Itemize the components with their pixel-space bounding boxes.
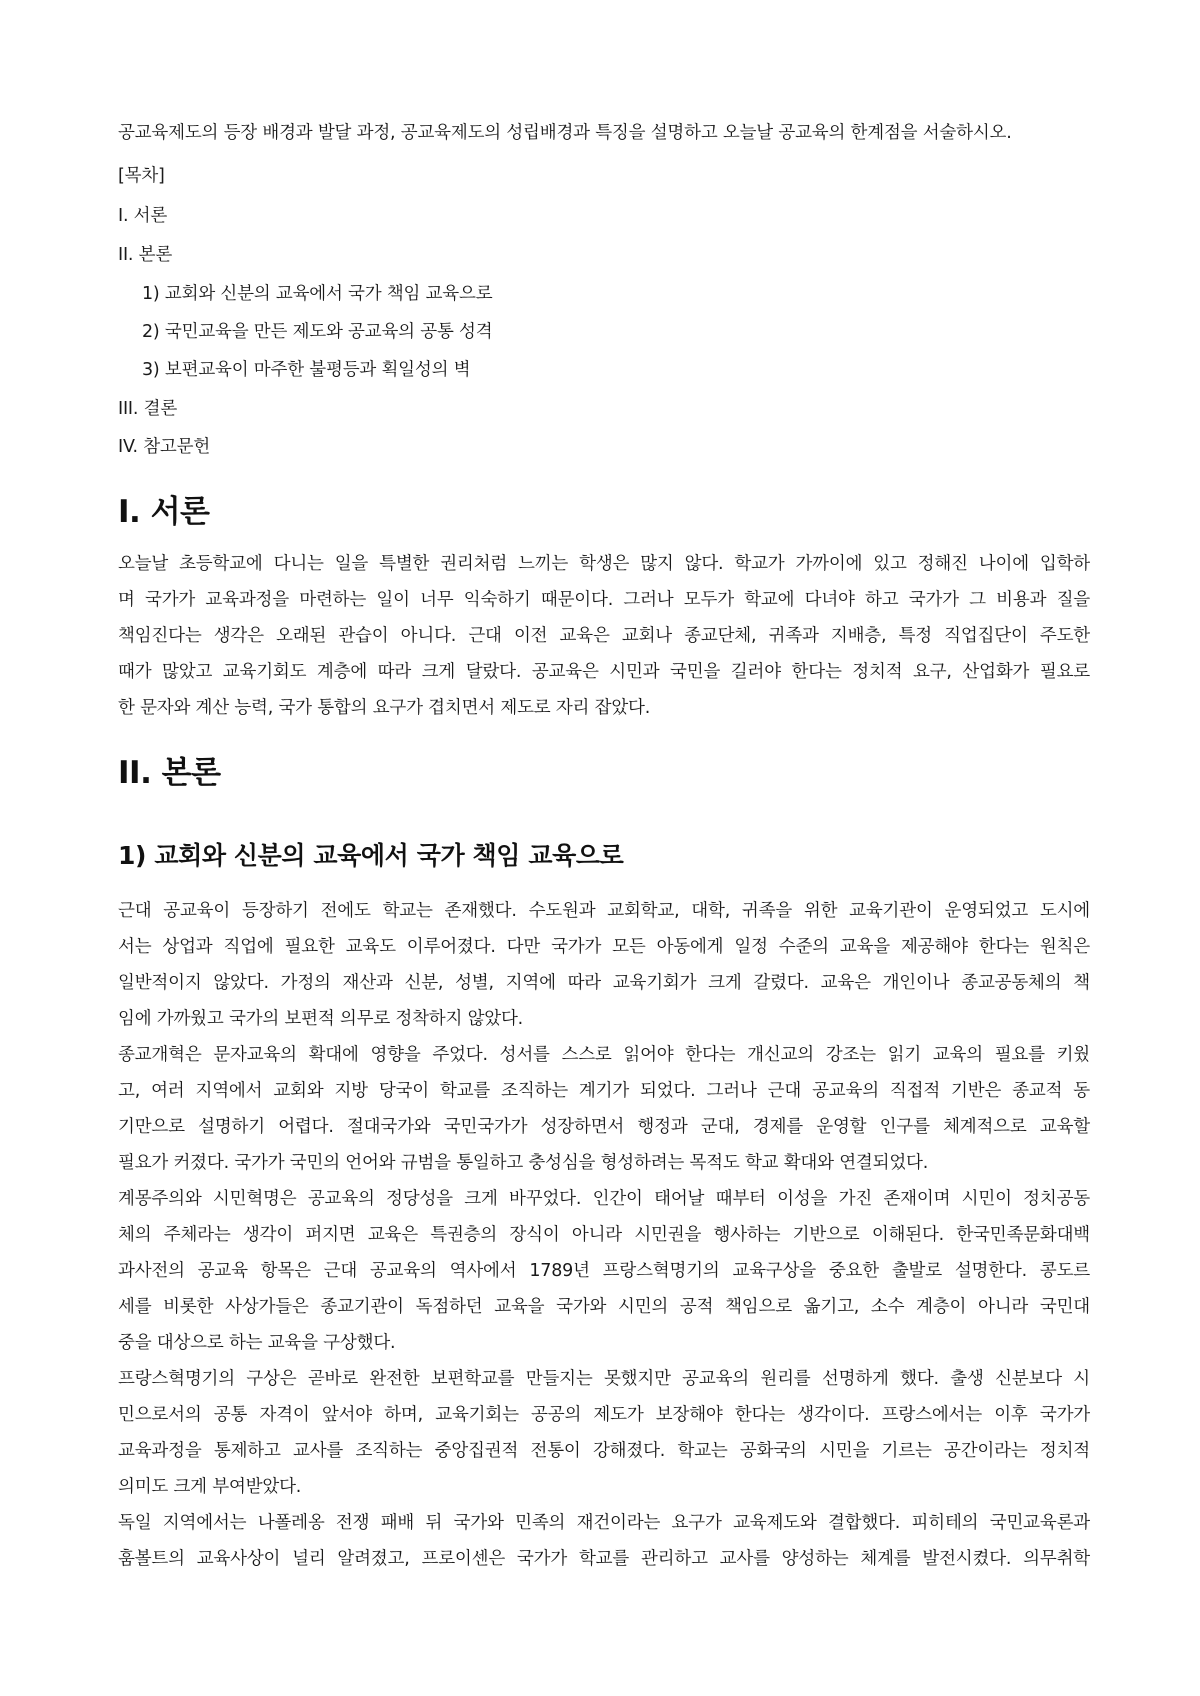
toc-item-body-3: 3) 보편교육이 마주한 불평등과 획일성의 벽 <box>142 360 471 380</box>
section-heading-body: II. 본론 <box>118 755 221 791</box>
text-line: 중을 대상으로 하는 교육을 구상했다. <box>118 1333 396 1353</box>
text-line: 체의 주체라는 생각이 퍼지면 교육은 특권층의 장식이 아니라 시민권을 행사하는 기반으로 이해된다. 한국민족문화대백 <box>118 1225 1090 1245</box>
text-line: 필요가 커졌다. 국가가 국민의 언어와 규범을 통일하고 충성심을 형성하려는 목적도 학교 확대와 연결되었다. <box>118 1153 929 1173</box>
text-line: 종교개혁은 문자교육의 확대에 영향을 주었다. 성서를 스스로 읽어야 한다는 개신교의 강조는 읽기 교육의 필요를 키웠 <box>118 1045 1090 1065</box>
question-prompt: 공교육제도의 등장 배경과 발달 과정, 공교육제도의 성립배경과 특징을 설명하고 오늘날 공교육의 한계점을 서술하시오. <box>118 123 1012 143</box>
text-line: 책임진다는 생각은 오래된 관습이 아니다. 근대 이전 교육은 교회나 종교단체, 귀족과 지배층, 특정 직업집단이 주도한 <box>118 626 1090 646</box>
toc-item-conclusion: III. 결론 <box>118 399 178 419</box>
text-line: 교육과정을 통제하고 교사를 조직하는 중앙집권적 전통이 강해졌다. 학교는 공화국의 시민을 기르는 공간이라는 정치적 <box>118 1441 1090 1461</box>
toc-item-body: II. 본론 <box>118 245 173 265</box>
text-line: 훔볼트의 교육사상이 널리 알려졌고, 프로이센은 국가가 학교를 관리하고 교사를 양성하는 체계를 발전시켰다. 의무취학 <box>118 1549 1090 1569</box>
text-line: 일반적이지 않았다. 가정의 재산과 신분, 성별, 지역에 따라 교육기회가 크게 갈렸다. 교육은 개인이나 종교공동체의 책 <box>118 973 1090 993</box>
text-line: 근대 공교육이 등장하기 전에도 학교는 존재했다. 수도원과 교회학교, 대학, 귀족을 위한 교육기관이 운영되었고 도시에 <box>118 901 1090 921</box>
text-line: 계몽주의와 시민혁명은 공교육의 정당성을 크게 바꾸었다. 인간이 태어날 때부터 이성을 가진 존재이며 시민이 정치공동 <box>118 1189 1090 1209</box>
toc-item-body-2: 2) 국민교육을 만든 제도와 공교육의 공통 성격 <box>142 322 493 342</box>
body-paragraph-3 <box>118 1181 1090 1361</box>
section-heading-intro: I. 서론 <box>118 494 210 530</box>
text-line: 민으로서의 공통 자격이 앞서야 하며, 교육기회는 공공의 제도가 보장해야 한다는 생각이다. 프랑스에서는 이후 국가가 <box>118 1405 1090 1425</box>
toc-item-intro: I. 서론 <box>118 206 168 226</box>
text-line: 며 국가가 교육과정을 마련하는 일이 너무 익숙하기 때문이다. 그러나 모두가 학교에 다녀야 하고 국가가 그 비용과 질을 <box>118 590 1090 610</box>
text-line: 기만으로 설명하기 어렵다. 절대국가와 국민국가가 성장하면서 행정과 군대, 경제를 운영할 인구를 체계적으로 교육할 <box>118 1117 1090 1137</box>
text-line: 과사전의 공교육 항목은 근대 공교육의 역사에서 1789년 프랑스혁명기의 교육구상을 중요한 출발로 설명한다. 콩도르 <box>118 1261 1090 1281</box>
text-line: 고, 여러 지역에서 교회와 지방 당국이 학교를 조직하는 계기가 되었다. 그러나 근대 공교육의 직접적 기반은 종교적 동 <box>118 1081 1090 1101</box>
toc-item-references: IV. 참고문헌 <box>118 437 211 457</box>
text-line: 임에 가까웠고 국가의 보편적 의무로 정착하지 않았다. <box>118 1009 524 1029</box>
text-line: 의미도 크게 부여받았다. <box>118 1477 302 1497</box>
body-paragraph-5 <box>118 1505 1090 1577</box>
text-line: 프랑스혁명기의 구상은 곧바로 완전한 보편학교를 만들지는 못했지만 공교육의 원리를 선명하게 했다. 출생 신분보다 시 <box>118 1369 1090 1389</box>
text-line: 때가 많았고 교육기회도 계층에 따라 크게 달랐다. 공교육은 시민과 국민을 길러야 한다는 정치적 요구, 산업화가 필요로 <box>118 662 1090 682</box>
text-line: 한 문자와 계산 능력, 국가 통합의 요구가 겹치면서 제도로 자리 잡았다. <box>118 698 651 718</box>
body-paragraph-1 <box>118 893 1090 1037</box>
subsection-heading-1: 1) 교회와 신분의 교육에서 국가 책임 교육으로 <box>118 841 624 870</box>
text-line: 오늘날 초등학교에 다니는 일을 특별한 권리처럼 느끼는 학생은 많지 않다. 학교가 가까이에 있고 정해진 나이에 입학하 <box>118 554 1090 574</box>
text-line: 서는 상업과 직업에 필요한 교육도 이루어졌다. 다만 국가가 모든 아동에게 일정 수준의 교육을 제공해야 한다는 원칙은 <box>118 937 1090 957</box>
toc-title: [목차] <box>118 166 165 186</box>
body-paragraph-2 <box>118 1037 1090 1181</box>
toc-item-body-1: 1) 교회와 신분의 교육에서 국가 책임 교육으로 <box>142 284 493 304</box>
text-line: 세를 비롯한 사상가들은 종교기관이 독점하던 교육을 국가와 시민의 공적 책임으로 옮기고, 소수 계층이 아니라 국민대 <box>118 1297 1090 1317</box>
body-paragraph-4 <box>118 1361 1090 1505</box>
intro-paragraph <box>118 546 1090 726</box>
text-line: 독일 지역에서는 나폴레옹 전쟁 패배 뒤 국가와 민족의 재건이라는 요구가 교육제도와 결합했다. 피히테의 국민교육론과 <box>118 1513 1090 1533</box>
